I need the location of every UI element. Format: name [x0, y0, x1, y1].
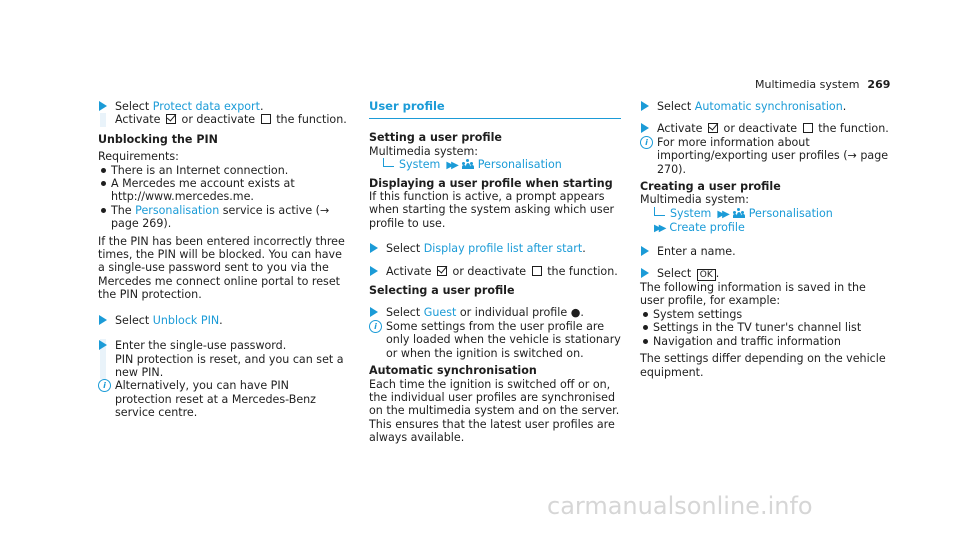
menu-link-system[interactable]: System	[399, 158, 441, 172]
multimedia-system-label: Multimedia system:	[640, 193, 750, 207]
menu-path	[640, 207, 890, 221]
pin-paragraph: If the PIN has been entered incorrectly three times, the PIN will be blocked. You can have a single-use password sent to you via the Mercedes me connect online portal to reset the PIN protection.	[98, 234, 345, 302]
multimedia-system-label: Multimedia system:	[369, 144, 479, 158]
step-arrow-icon	[370, 266, 378, 276]
step-unblock-pin: Select Unblock PIN.	[98, 314, 348, 327]
info-icon: i	[369, 320, 382, 333]
note-settings-loaded: i Some settings from the user profile are only loaded when the vehicle is stationary or when the ignition is switched on.	[369, 320, 621, 360]
saved-item: Settings in the TV tuner's channel list	[640, 321, 890, 334]
step-arrow-icon	[370, 243, 378, 253]
page-number: 269	[867, 78, 891, 91]
double-chevron-icon: ▶▶	[654, 223, 664, 235]
path-arrow-icon	[654, 207, 665, 216]
menu-link-personalisation[interactable]: Personalisation	[748, 206, 833, 220]
step-arrow-icon	[370, 307, 378, 317]
step-enter-password: Enter the single-use password. PIN protection is reset, and you can set a new PIN.	[98, 339, 348, 379]
heading-creating-user-profile: Creating a user profile	[640, 180, 781, 194]
menu-link-system[interactable]: System	[670, 206, 712, 220]
step-arrow-icon	[641, 268, 649, 278]
step-display-profile-list: Select Display profile list after start.	[369, 242, 621, 255]
checkbox-checked-icon	[437, 266, 447, 276]
step-activate	[98, 113, 348, 126]
step-activate: Activate or deactivate the function.	[369, 265, 621, 278]
step-text: the function.	[272, 113, 347, 127]
checkbox-empty-icon	[532, 266, 542, 276]
personalisation-icon	[733, 207, 745, 218]
menu-link-guest[interactable]: Guest	[423, 306, 457, 320]
running-head-title: Multimedia system	[755, 78, 860, 91]
step-text: Select	[115, 100, 153, 113]
step-text: Activate	[115, 113, 164, 127]
step-arrow-icon	[99, 101, 107, 111]
step-arrow-icon	[641, 101, 649, 111]
heading-selecting-user-profile: Selecting a user profile	[369, 284, 515, 298]
requirement-item: There is an Internet connection.	[98, 164, 348, 177]
menu-path	[369, 158, 621, 172]
menu-link-personalisation[interactable]: Personalisation	[477, 158, 562, 172]
step-arrow-icon	[99, 315, 107, 325]
double-chevron-icon: ▶▶	[717, 208, 727, 220]
saved-item: System settings	[640, 308, 890, 321]
step-enter-name: Enter a name.	[640, 245, 890, 258]
note-service-centre: i Alternatively, you can have PIN protection reset at a Mercedes-Benz service centre.	[98, 379, 348, 419]
step-text: .	[259, 100, 264, 113]
menu-link-protect-data-export[interactable]: Protect data export	[152, 100, 260, 113]
menu-path-create	[640, 221, 890, 235]
running-head	[755, 78, 890, 91]
ok-key-icon: OK	[697, 269, 716, 281]
heading-automatic-synchronisation: Automatic synchronisation	[369, 364, 537, 378]
checkbox-checked-icon	[166, 114, 176, 124]
info-icon: i	[98, 379, 111, 392]
saved-item: Navigation and traffic information	[640, 335, 890, 348]
column-3	[640, 100, 890, 379]
menu-link-create-profile[interactable]: Create profile	[669, 221, 745, 235]
note-import-export: i For more information about importing/exporting user profiles (→ page 270).	[640, 136, 890, 176]
checkbox-checked-icon	[708, 123, 718, 133]
menu-link-unblock-pin[interactable]: Unblock PIN	[152, 313, 220, 327]
auto-sync-paragraph: Each time the ignition is switched off or on, the individual user profiles are synchronised on the multimedia system and on the server. This ensures that the latest user profiles are always available.	[369, 377, 620, 445]
step-text: or deactivate	[178, 113, 259, 127]
settings-differ-paragraph: The settings differ depending on the vehicle equipment.	[640, 352, 886, 379]
checkbox-empty-icon	[261, 114, 271, 124]
requirement-item: A Mercedes me account exists at http://www.mercedes.me.	[98, 177, 348, 204]
watermark: carmanualsonline.info	[547, 492, 813, 520]
step-select-guest: Select Guest or individual profile ●.	[369, 306, 621, 319]
heading-unblocking-pin: Unblocking the PIN	[98, 132, 218, 146]
personalisation-icon	[462, 158, 474, 169]
display-paragraph: If this function is active, a prompt appears when starting the system asking which user profile to use.	[369, 190, 615, 230]
heading-setting-user-profile: Setting a user profile	[369, 131, 502, 145]
checkbox-empty-icon	[803, 123, 813, 133]
double-chevron-icon: ▶▶	[446, 160, 456, 172]
section-heading-user-profile: User profile	[369, 100, 621, 119]
path-arrow-icon	[383, 158, 394, 167]
step-arrow-icon	[641, 123, 649, 133]
step-select-ok: Select OK .	[640, 267, 890, 281]
menu-link-display-profile-list[interactable]: Display profile list after start	[423, 242, 583, 256]
step-automatic-synchronisation: Select Automatic synchronisation.	[640, 100, 890, 113]
link-personalisation[interactable]: Personalisation	[135, 203, 220, 217]
step-protect-data-export	[98, 100, 348, 113]
step-bar	[100, 113, 106, 126]
column-1	[98, 100, 348, 420]
requirements-label: Requirements:	[98, 150, 179, 164]
step-arrow-icon	[99, 340, 107, 350]
step-activate: Activate or deactivate the function.	[640, 122, 890, 135]
saved-info-paragraph: The following information is saved in the user profile, for example:	[640, 281, 866, 308]
step-arrow-icon	[641, 246, 649, 256]
column-2	[369, 100, 621, 445]
info-icon: i	[640, 136, 653, 149]
menu-link-automatic-synchronisation[interactable]: Automatic synchronisation	[694, 100, 843, 113]
heading-displaying-user-profile: Displaying a user profile when starting	[369, 176, 613, 190]
requirement-item: The Personalisation service is active (→ page 269).	[98, 204, 348, 231]
